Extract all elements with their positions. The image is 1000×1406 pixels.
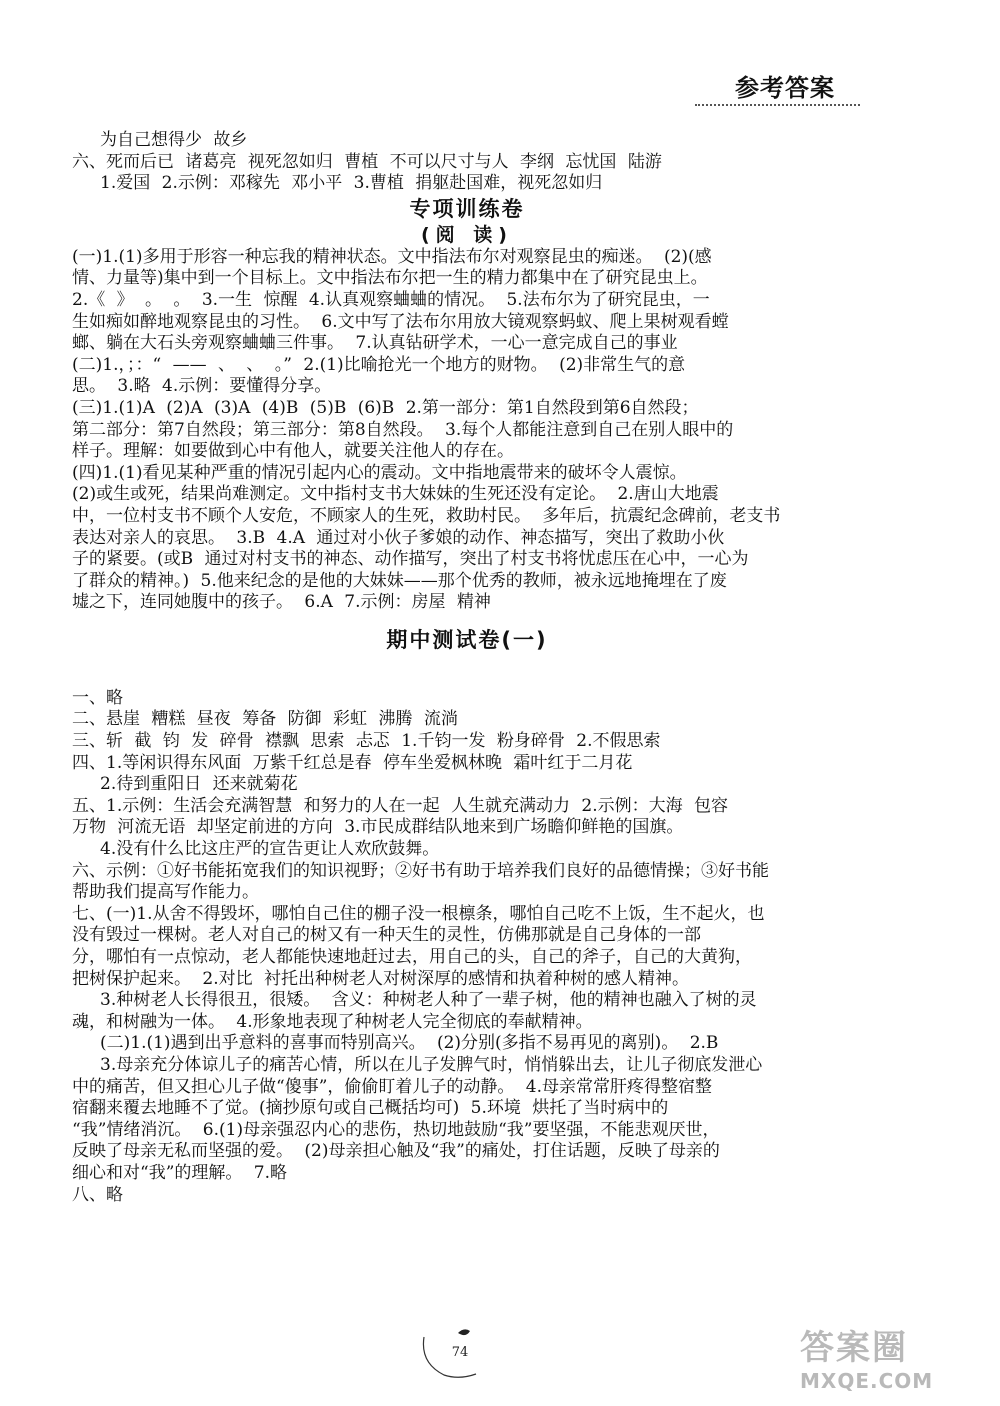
text-line: 子的紧要。(或B 通过对村支书的神态、动作描写，突出了村支书将忧虑压在心中，一心为 [72, 549, 749, 570]
page-number: 74 [451, 1345, 469, 1360]
text-line: 中的痛苦，但又担心儿子做“傻事”，偷偷盯着儿子的动静。 4.母亲常常肝疼得整宿整 [72, 1076, 713, 1097]
text-line: 八、略 [72, 1184, 123, 1205]
text-line: 情、力量等)集中到一个目标上。文中指法布尔把一生的精力都集中在了研究昆虫上。 [72, 268, 708, 289]
text-line: 反映了母亲无私而坚强的爱。 (2)母亲担心触及“我”的痛处，打住话题，反映了母亲的 [72, 1141, 720, 1162]
text-line: 第二部分：第7自然段；第三部分：第8自然段。 3.每个人都能注意到自己在别人眼中的 [72, 419, 734, 440]
text-line: 中，一位村支书不顾个人安危，不顾家人的生死，救助村民。 多年后，抗震纪念碑前，老支书 [72, 505, 781, 526]
text-line: “我”情绪消沉。 6.(1)母亲强忍内心的悲伤，热切地鼓励“我”要坚强，不能悲观厌世， [72, 1119, 720, 1140]
section-title-special-training: 专项训练卷 [409, 196, 525, 221]
text-line: 把树保护起来。 2.对比 衬托出种树老人对树深厚的感情和执着种树的感人精神。 [72, 968, 690, 989]
text-line: 螂、躺在大石头旁观察蛐蛐三件事。 7.认真钻研学术，一心一意完成自己的事业 [72, 333, 678, 354]
text-line: 分，哪怕有一点惊动，老人都能快速地赶过去，用自己的头，自己的斧子，自己的大黄狗， [72, 947, 752, 967]
text-line: 二、悬崖 糟糕 昼夜 筹备 防御 彩虹 沸腾 流淌 [72, 709, 458, 730]
watermark-url-text: MXQE.COM [800, 1369, 934, 1393]
text-line: 没有毁过一棵树。老人对自己的树又有一种天生的灵性，仿佛那就是自己身体的一部 [72, 925, 701, 946]
text-line: 2.《 》 。 。 3.一生 惊醒 4.认真观察蛐蛐的情况。 5.法布尔为了研究昆虫，一 [72, 289, 710, 310]
text-line: 3.种树老人长得很丑，很矮。 含义：种树老人种了一辈子树，他的精神也融入了树的灵 [100, 990, 757, 1011]
text-line: 思。 3.略 4.示例：要懂得分享。 [72, 376, 332, 397]
header-divider [695, 104, 860, 106]
section-subtitle-reading: (阅 读) [421, 223, 513, 246]
text-line: 生如痴如醉地观察昆虫的习性。 6.文中写了法布尔用放大镜观察蚂蚁、爬上果树观看螳 [72, 311, 729, 332]
text-line: 六、死而后已 诸葛亮 视死忽如归 曹植 不可以尺寸与人 李纲 忘忧国 陆游 [72, 151, 662, 172]
text-line: 2.待到重阳日 还来就菊花 [100, 774, 298, 795]
site-watermark [800, 1320, 990, 1400]
text-line: (2)或生或死，结果尚难测定。文中指村支书大妹妹的生死还没有定论。 2.唐山大地震 [72, 484, 719, 505]
text-line: 七、(一)1.从舍不得毁坏，哪怕自己住的棚子没一根檩条，哪怕自己吃不上饭，生不起火，也 [72, 903, 765, 924]
text-line: 为自己想得少 故乡 [100, 130, 248, 150]
text-line: 四、1.等闲识得东风面 万紫千红总是春 停车坐爱枫林晚 霜叶红于二月花 [72, 752, 633, 773]
text-line: 了群众的精神。) 5.他来纪念的是他的大妹妹——那个优秀的教师，被永远地掩埋在了废 [72, 570, 727, 591]
text-line: 细心和对“我”的理解。 7.略 [72, 1162, 288, 1183]
header-title: 参考答案 [735, 74, 835, 102]
text-line: 宿翻来覆去地睡不了觉。(摘抄原句或自己概括均可) 5.环境 烘托了当时病中的 [72, 1098, 669, 1119]
text-line: 表达对亲人的哀思。 3.B 4.A 通过对小伙子爹娘的动作、神态描写，突出了救助小伙 [72, 527, 725, 548]
text-line: (三)1.(1)A (2)A (3)A (4)B (5)B (6)B 2.第一部分：第1自然段到第6自然段； [72, 397, 699, 418]
text-line: 五、1.示例：生活会充满智慧 和努力的人在一起 人生就充满动力 2.示例：大海 包容 [72, 795, 729, 816]
watermark-logo-text: 答案圈 [800, 1328, 908, 1368]
text-line: (四)1.(1)看见某种严重的情况引起内心的震动。文中指地震带来的破坏令人震惊。 [72, 462, 687, 483]
text-line: 魂，和树融为一体。 4.形象地表现了种树老人完全彻底的奉献精神。 [72, 1011, 593, 1032]
text-line: 万物 河流无语 却坚定前进的方向 3.市民成群结队地来到广场瞻仰鲜艳的国旗。 [72, 817, 684, 838]
text-line: 3.母亲充分体谅儿子的痛苦心情，所以在儿子发脾气时，悄悄躲出去，让儿子彻底发泄心 [100, 1054, 763, 1075]
answer-content [72, 130, 862, 1206]
section-title-midterm-test: 期中测试卷(一) [386, 627, 548, 652]
text-line: 4.没有什么比这庄严的宣告更让人欢欣鼓舞。 [100, 839, 440, 860]
text-line: 三、斩 截 钧 发 碎骨 襟飘 思索 忐忑 1.千钧一发 粉身碎骨 2.不假思索 [72, 731, 661, 752]
text-line: (二)1.(1)遇到出乎意料的喜事而特别高兴。 (2)分别(多指不易再见的离别)。 2.B [100, 1033, 719, 1054]
text-line: (一)1.(1)多用于形容一种忘我的精神状态。文中指法布尔对观察昆虫的痴迷。 (2)(感 [72, 246, 712, 267]
text-line: 帮助我们提高写作能力。 [72, 882, 259, 903]
text-line: 一、略 [72, 687, 123, 708]
text-line: 样子。理解：如要做到心中有他人，就要关注他人的存在。 [72, 441, 514, 462]
text-line: 六、示例：①好书能拓宽我们的知识视野；②好书有助于培养我们良好的品德情操；③好书能 [72, 860, 769, 881]
text-line: 墟之下，连同她腹中的孩子。 6.A 7.示例：房屋 精神 [72, 592, 491, 613]
text-line: 1.爱国 2.示例：邓稼先 邓小平 3.曹植 捐躯赴国难，视死忽如归 [100, 173, 603, 194]
text-line: (二)1.，；：“ —— 、 、 。” 2.(1)比喻抢光一个地方的财物。 (2)非常生气的意 [72, 354, 686, 375]
